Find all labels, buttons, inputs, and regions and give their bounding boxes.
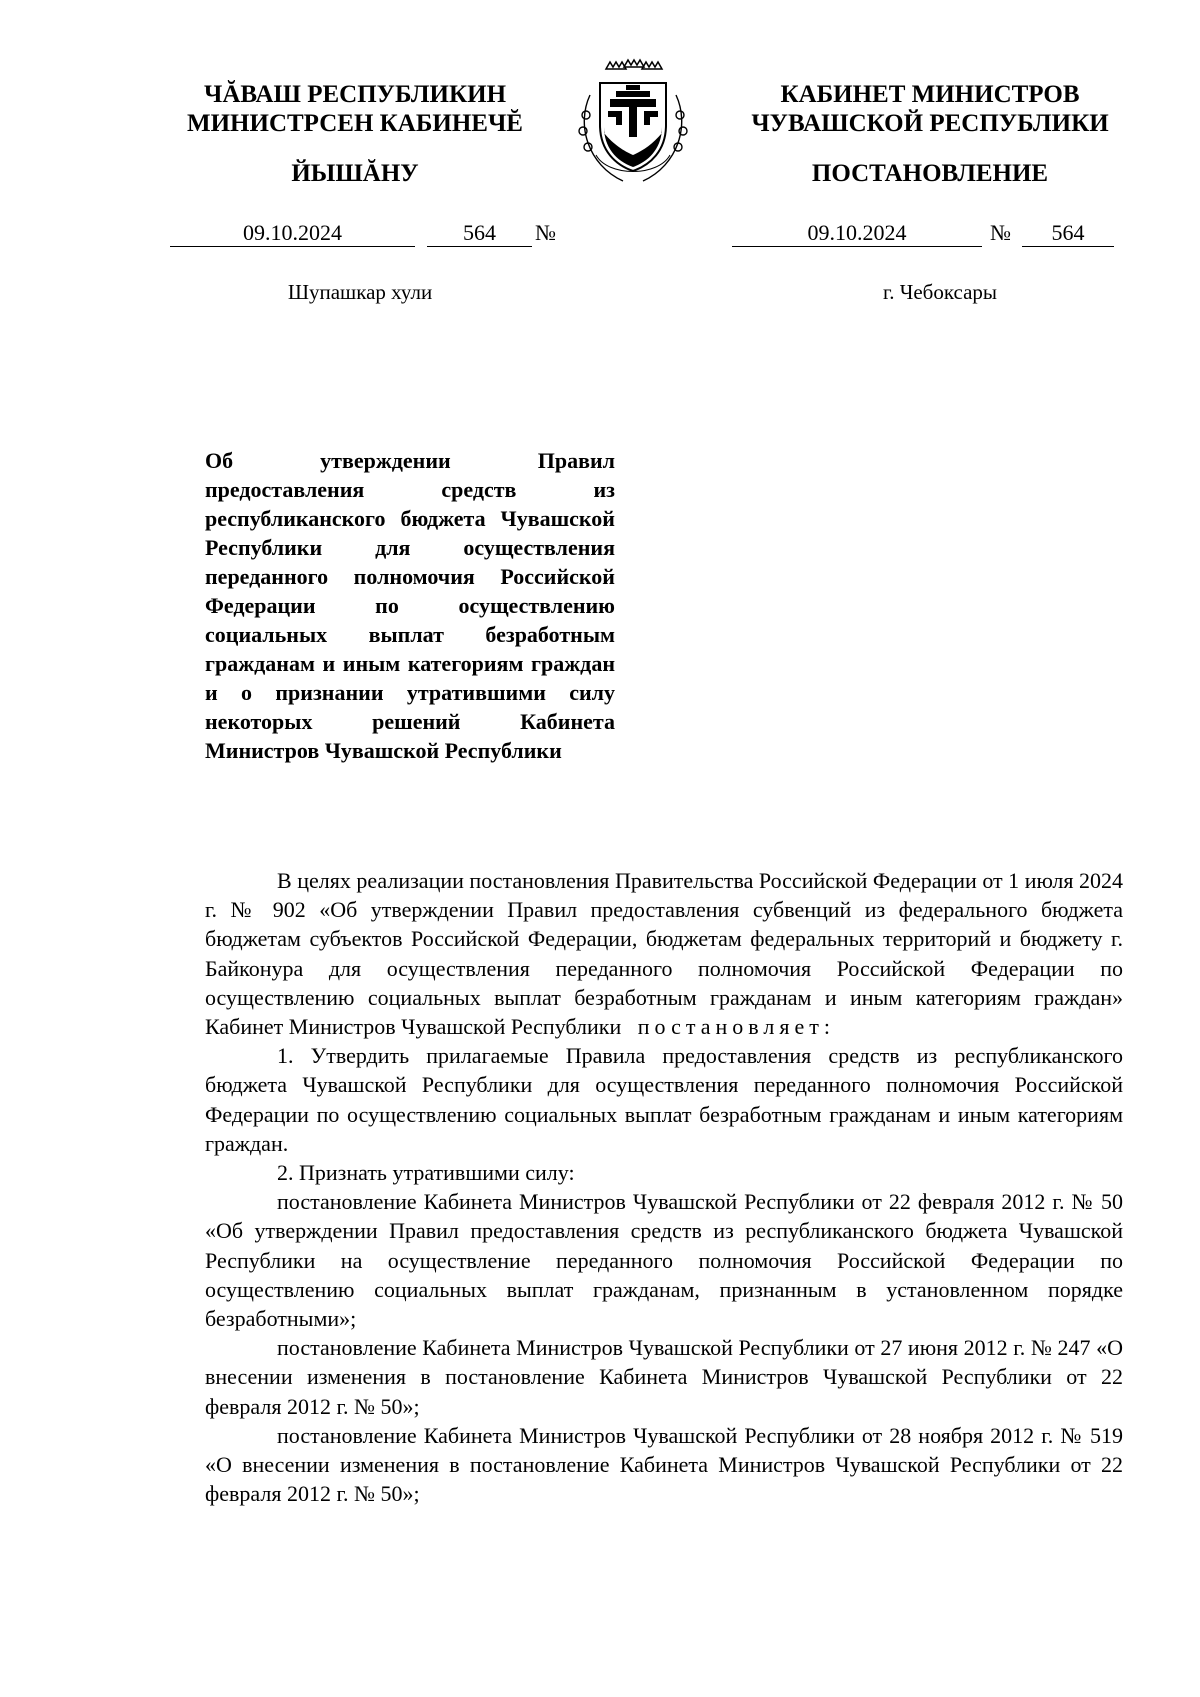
doctype-right: ПОСТАНОВЛЕНИЕ <box>811 160 1049 187</box>
header-left <box>150 80 560 138</box>
left-city: Шупашкар хули <box>287 280 433 304</box>
header-right-line1: КАБИНЕТ МИНИСТРОВ <box>780 81 1080 108</box>
header-right-line2: ЧУВАШСКОЙ РЕСПУБЛИКИ <box>751 110 1109 137</box>
chuvash-republic-coat-of-arms-icon <box>568 55 698 190</box>
item-2: 2. Признать утратившими силу: <box>277 1160 575 1186</box>
item-1: 1. Утвердить прилагаемые Правила предоставления средств из республиканского бюджета Чувашской Республики для осуществления переданного полномочия Российской Федерации по осуществлению социальных выплат безработным гражданам и иным категориям граждан. <box>205 1043 1123 1156</box>
repeal-1: постановление Кабинета Министров Чувашской Республики от 22 февраля 2012 г. № 50 «Об утверждении Правил предоставления средств из республиканского бюджета Чувашской Республики на осуществление переданного полномочия Российской Федерации по осуществлению социальных выплат гражданам, признанным в установленном порядке безработными»; <box>205 1189 1123 1332</box>
doctype-left: ЙЫШĂНУ <box>291 160 419 187</box>
right-number-sign: № <box>990 220 1011 245</box>
header-right <box>710 80 1150 138</box>
left-number-sign: № <box>535 220 556 245</box>
preamble-text: В целях реализации постановления Правительства Российской Федерации от 1 июля 2024 г. № 902 «Об утверждении Правил предоставления субвенций из федерального бюджета бюджетам субъектов Российской Федерации, бюджетам федеральных территорий и бюджету г. Байконура для осуществления переданного полномочия Российской Федерации по осуществлению социальных выплат безработным гражданам и иным категориям граждан» Кабинет Министров Чувашской Республики <box>205 868 1123 1040</box>
repeal-3: постановление Кабинета Министров Чувашской Республики от 28 ноября 2012 г. № 519 «О внесении изменения в постановление Кабинета Министров Чувашской Республики от 22 февраля 2012 г. № 50»; <box>205 1422 1123 1507</box>
header-left-line1: ЧĂВАШ РЕСПУБЛИКИН <box>203 81 507 108</box>
right-date: 09.10.2024 <box>732 220 982 247</box>
preamble <box>205 866 1123 1041</box>
document-body <box>205 866 1123 1508</box>
left-date: 09.10.2024 <box>170 220 415 247</box>
left-number: 564 <box>427 220 532 247</box>
document-subject: Об утверждении Правил предоставления средств из республиканского бюджета Чувашской Республики для осуществления переданного полномочия Российской Федерации по осуществлению социальных выплат безработным гражданам и иным категориям граждан и о признании утратившими силу некоторых решений Кабинета Министров Чувашской Республики <box>205 448 615 763</box>
resolves-word: постановляет: <box>637 1014 835 1040</box>
right-number: 564 <box>1022 220 1114 247</box>
header-left-line2: МИНИСТРСЕН КАБИНЕЧĔ <box>187 110 523 137</box>
right-city: г. Чебоксары <box>882 280 998 304</box>
registration-line <box>0 220 1200 248</box>
repeal-2: постановление Кабинета Министров Чувашской Республики от 27 июня 2012 г. № 247 «О внесении изменения в постановление Кабинета Министров Чувашской Республики от 22 февраля 2012 г. № 50»; <box>205 1335 1123 1419</box>
